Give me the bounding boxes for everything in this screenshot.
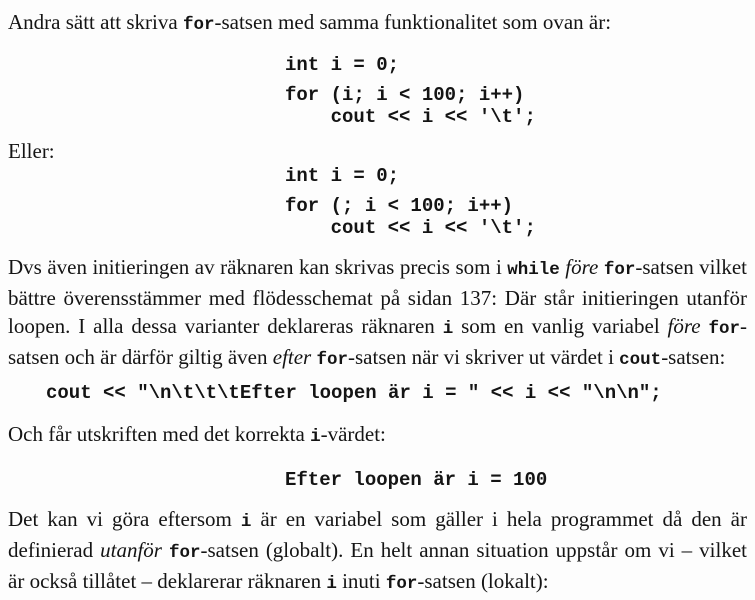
text-segment-code: for: [603, 260, 636, 280]
paragraph-explanation: [8, 253, 747, 374]
text-segment-code: for: [708, 319, 741, 339]
text-segment: Det kan vi göra eftersom: [8, 507, 241, 531]
text-segment-italic: efter: [272, 345, 312, 369]
code-line-cout-body: cout << i << '\t';: [285, 106, 536, 128]
text-segment-code: for: [168, 543, 201, 563]
code-line-for-statement: for (; i < 100; i++): [285, 195, 514, 217]
text-segment-code: i: [310, 427, 321, 447]
program-output-line: Efter loopen är i = 100: [285, 469, 548, 491]
code-line-int-declaration: int i = 0;: [285, 54, 400, 76]
text-segment-code: i: [442, 319, 454, 339]
text-segment: [701, 314, 709, 338]
text-segment-italic: före: [667, 314, 701, 338]
paragraph-final: [8, 505, 747, 598]
paragraph-eller: Eller:: [8, 139, 55, 163]
text-segment-code: i: [326, 574, 337, 594]
text-segment: -satsen (lokalt):: [417, 569, 549, 593]
code-block-2: [285, 165, 747, 239]
text-segment: Dvs även initieringen av räknaren kan skrivas precis som i: [8, 255, 508, 279]
code-line-cout-body: cout << i << '\t';: [285, 217, 536, 239]
code-line-cout-efter-loopen: cout << "\n\t\t\tEfter loopen är i = " << i << "\n\n";: [46, 382, 662, 404]
text-segment: är en variabel som gäller i hela programmet då den är definierad: [8, 507, 747, 562]
text-segment-code: while: [507, 260, 560, 280]
paragraph-och-far: [8, 420, 747, 451]
text-segment: -satsen:: [661, 345, 726, 369]
text-segment-code: for: [316, 350, 348, 370]
text-segment-code: i: [240, 512, 252, 532]
code-line-int-declaration: int i = 0;: [285, 165, 400, 187]
text-segment-italic: före: [565, 255, 599, 279]
text-segment: [162, 538, 169, 562]
text-segment-code: for: [182, 15, 215, 35]
text-segment: -satsen vilket bättre överensstämmer med flödesschemat på sidan 137: Där står initieringen utanför loopen. I alla dessa varianter deklareras räknaren: [8, 255, 748, 338]
code-block-1: [285, 54, 747, 128]
text-segment: -satsen med samma funktionalitet som ovan är:: [214, 10, 612, 34]
text-segment-code: cout: [619, 350, 662, 370]
text-segment: Och får utskriften med det korrekta: [8, 422, 311, 446]
text-segment: -satsen när vi skriver ut värdet i: [348, 345, 620, 369]
text-segment: -satsen (globalt). En helt annan situation uppstår om vi – vilket är också tillåtet – deklarerar räknaren: [8, 538, 748, 593]
code-line-for-statement: for (i; i < 100; i++): [285, 84, 525, 106]
text-segment: -satsen och är därför giltig även: [8, 314, 748, 369]
text-segment: inuti: [336, 569, 386, 593]
text-segment-italic: utanför: [100, 538, 162, 562]
text-segment: -värdet:: [320, 422, 386, 446]
text-segment: Andra sätt att skriva: [8, 10, 183, 34]
text-segment-code: for: [385, 574, 418, 594]
paragraph-intro: [8, 8, 747, 39]
text-segment: som en vanlig variabel: [453, 314, 668, 338]
